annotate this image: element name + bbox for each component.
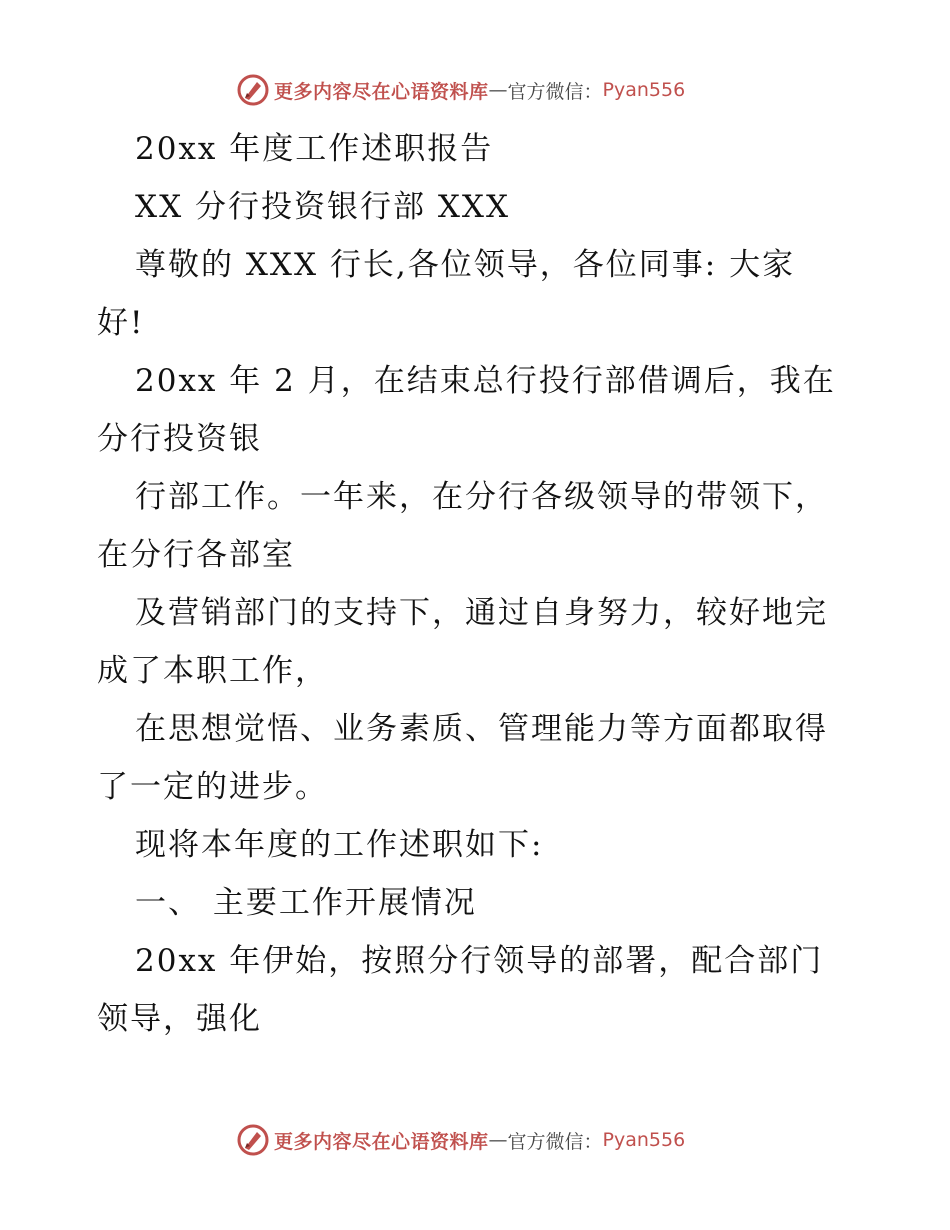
text-line: 20xx 年 2 月，在结束总行投行部借调后，我在 (135, 363, 836, 399)
header-banner (236, 72, 756, 108)
document-author: XX 分行投资银行部 XXX (135, 189, 511, 225)
text-line: 领导，强化 (97, 1001, 262, 1037)
text-line: 行部工作。一年来，在分行各级领导的带领下， (135, 479, 828, 515)
banner-contact-label: 官方微信： (507, 1130, 603, 1153)
text-line: 在分行各部室 (97, 537, 295, 573)
footer-banner (236, 1122, 756, 1158)
banner-text: 更多内容尽在心语资料库 (274, 80, 489, 103)
text-line: 现将本年度的工作述职如下: (135, 827, 544, 863)
banner-contact-id: Pyan556 (602, 79, 686, 101)
banner-separator: — (488, 1129, 508, 1151)
text-line: 尊敬的 XXX 行长,各位领导，各位同事: 大家 (135, 247, 796, 283)
section-heading: 一、 主要工作开展情况 (135, 885, 477, 921)
document-title: 20xx 年度工作述职报告 (135, 131, 494, 167)
text-line: 成了本职工作， (97, 653, 328, 689)
banner-separator: — (488, 79, 508, 101)
document-body (97, 120, 867, 1048)
banner-contact-label: 官方微信： (507, 80, 603, 103)
text-line: 及营销部门的支持下，通过自身努力，较好地完 (135, 595, 828, 631)
text-line: 20xx 年伊始，按照分行领导的部署，配合部门 (135, 943, 824, 979)
text-line: 分行投资银 (97, 421, 262, 457)
text-line: 了一定的进步。 (97, 769, 328, 805)
pen-logo-icon (236, 1123, 270, 1157)
pen-logo-icon (236, 73, 270, 107)
text-line: 在思想觉悟、业务素质、管理能力等方面都取得 (135, 711, 828, 747)
banner-text: 更多内容尽在心语资料库 (274, 1130, 489, 1153)
banner-contact-id: Pyan556 (602, 1129, 686, 1151)
text-line: 好! (97, 305, 145, 341)
